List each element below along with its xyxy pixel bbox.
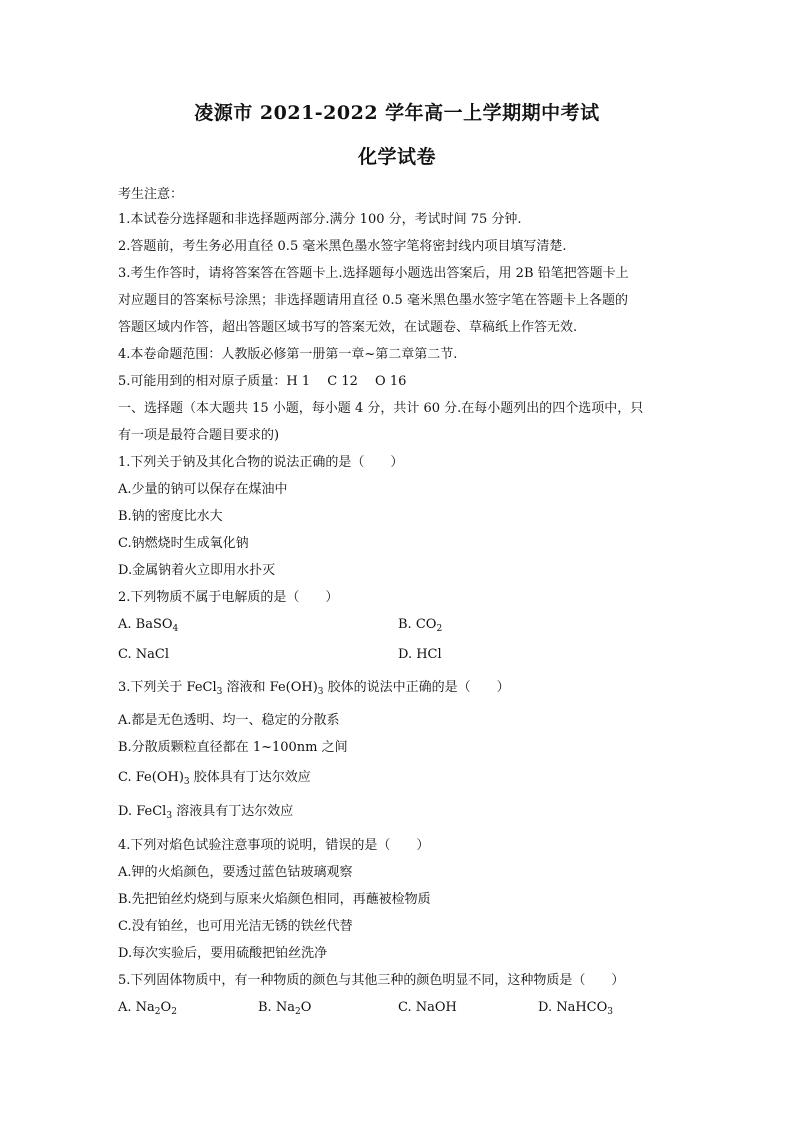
q1-option-b: B.钠的密度比水大: [118, 509, 223, 524]
q3-option-d: [118, 800, 293, 819]
note-3-line-3: 答题区域内作答，超出答题区域书写的答案无效，在试题卷、草稿纸上作答无效.: [118, 320, 578, 335]
q3-stem-part-2: 溶液和 Fe(OH): [222, 680, 318, 695]
q2-option-a: [118, 617, 178, 632]
note-1: 1.本试卷分选择题和非选择题两部分.满分 100 分，考试时间 75 分钟.: [118, 212, 522, 227]
q4-option-d: D.每次实验后，要用硫酸把铂丝洗净: [118, 946, 328, 961]
note-3-line-1: 3.考生作答时，请将答案答在答题卡上.选择题每小题选出答案后，用 2B 铅笔把答题卡上: [118, 266, 629, 281]
q1-stem: 1.下列关于钠及其化合物的说法正确的是（ ）: [118, 455, 404, 470]
q5-option-a: [118, 1000, 177, 1015]
q5-option-d: [538, 1000, 613, 1015]
note-4: 4.本卷命题范围：人教版必修第一册第一章~第二章第二节.: [118, 347, 458, 362]
q5-option-d-subscript-1: 3: [607, 1007, 614, 1017]
section-heading-line-2: 有一项是最符合题目要求的): [118, 428, 280, 443]
q5-option-c: C. NaOH: [398, 1000, 457, 1015]
q5-option-a-subscript-2: 2: [171, 1007, 177, 1017]
q2-option-a-subscript: 4: [172, 624, 179, 634]
q2-option-b-text: B. CO: [398, 617, 437, 632]
note-2: 2.答题前，考生务必用直径 0.5 毫米黑色墨水签字笔将密封线内项目填写清楚.: [118, 239, 567, 254]
q5-stem: 5.下列固体物质中，有一种物质的颜色与其他三种的颜色明显不同，这种物质是（ ）: [118, 973, 625, 988]
q2-option-b: [398, 617, 442, 632]
q4-option-a: A.钾的火焰颜色，要透过蓝色钴玻璃观察: [118, 865, 353, 880]
exam-subtitle: 化学试卷: [357, 146, 436, 168]
q3-stem-part-3: 胶体的说法中正确的是（ ）: [323, 680, 510, 695]
q4-option-b: B.先把铂丝灼烧到与原来火焰颜色相同，再蘸被检物质: [118, 892, 431, 907]
q1-option-c: C.钠燃烧时生成氧化钠: [118, 536, 249, 551]
section-heading-line-1: 一、选择题（本大题共 15 小题，每小题 4 分，共计 60 分.在每小题列出的四个选项中，只: [118, 401, 644, 416]
q1-option-a: A.少量的钠可以保存在煤油中: [118, 482, 288, 497]
q3-option-d-rest: 溶液具有丁达尔效应: [172, 804, 294, 819]
q3-option-c-text: C. Fe(OH): [118, 770, 184, 785]
q5-option-a-part-2: O: [160, 1000, 172, 1015]
q2-option-b-subscript: 2: [436, 624, 443, 634]
q1-option-d: D.金属钠着火立即用水扑灭: [118, 563, 276, 578]
q5-option-b-part-1: B. Na: [258, 1000, 295, 1015]
q4-stem: 4.下列对焰色试验注意事项的说明，错误的是（ ）: [118, 838, 430, 853]
notes-heading: 考生注意：: [118, 187, 184, 202]
q2-stem: 2.下列物质不属于电解质的是（ ）: [118, 590, 339, 605]
q3-option-d-subscript: 3: [166, 811, 173, 821]
q3-option-c: [118, 766, 311, 785]
q2-option-d: D. HCl: [398, 647, 442, 662]
q3-option-b: B.分散质颗粒直径都在 1~100nm 之间: [118, 740, 348, 755]
q2-option-c: C. NaCl: [118, 647, 169, 662]
q3-option-c-subscript: 3: [183, 777, 190, 787]
q5-option-a-part-1: A. Na: [118, 1000, 155, 1015]
q5-option-b-part-2: O: [300, 1000, 312, 1015]
q3-stem-part-1: 3.下列关于 FeCl: [118, 680, 217, 695]
q5-option-b: [258, 1000, 311, 1015]
q4-option-c: C.没有铂丝，也可用光洁无锈的铁丝代替: [118, 919, 353, 934]
exam-title: 凌源市 2021-2022 学年高一上学期期中考试: [194, 102, 600, 124]
q3-option-a: A.都是无色透明、均一、稳定的分散系: [118, 713, 340, 728]
note-5: 5.可能用到的相对原子质量：H 1 C 12 O 16: [118, 374, 407, 389]
q3-stem-subscript-2: 3: [317, 687, 324, 697]
q2-option-a-text: A. BaSO: [118, 617, 173, 632]
q3-stem-subscript-1: 3: [216, 687, 223, 697]
q3-option-d-text: D. FeCl: [118, 804, 167, 819]
q5-option-a-subscript-1: 2: [154, 1007, 161, 1017]
q5-option-d-part-1: D. NaHCO: [538, 1000, 608, 1015]
note-3-line-2: 对应题目的答案标号涂黑；非选择题请用直径 0.5 毫米黑色墨水签字笔在答题卡上各题的: [118, 293, 628, 308]
q5-option-b-subscript-1: 2: [294, 1007, 301, 1017]
q3-stem: [118, 676, 510, 695]
q3-option-c-rest: 胶体具有丁达尔效应: [189, 770, 311, 785]
